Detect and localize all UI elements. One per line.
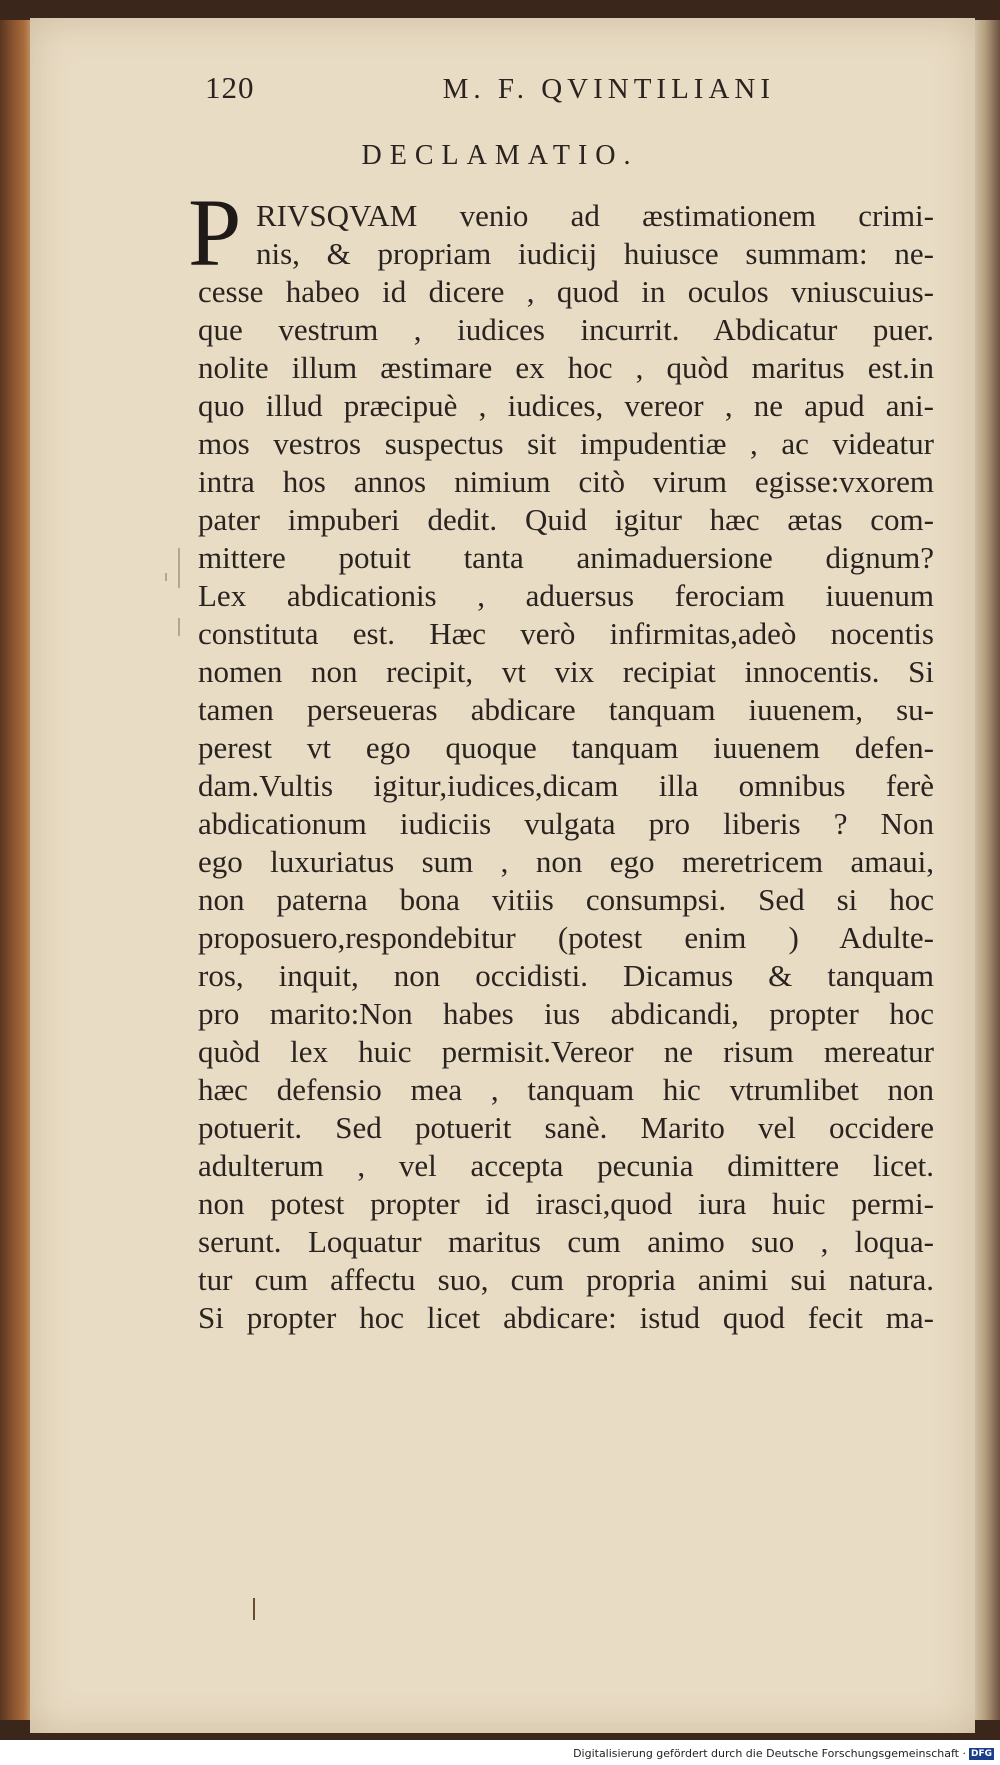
text-line: non potest propter id irasci,quod iura huic permi- [198,1186,934,1221]
text-line: constituta est. Hæc verò infirmitas,adeò nocentis [198,616,934,651]
margin-mark [165,573,167,581]
page-right-edge [975,20,1000,1720]
drop-cap: P [188,179,242,286]
text-line: pater impuberi dedit. Quid igitur hæc ætas com- [198,502,934,537]
margin-mark [178,548,180,588]
text-line: nis, & propriam iudicij huiusce summam: ne- [256,236,934,271]
text-line: nomen non recipit, vt vix recipiat innocentis. Si [198,654,934,689]
dfg-logo-icon: DFG [970,1748,992,1759]
running-title: M. F. QVINTILIANI [442,73,775,105]
text-line: tamen perseueras abdicare tanquam iuuenem, su- [198,692,934,727]
running-head [205,70,775,106]
text-line: que vestrum , iudices incurrit. Abdicatur puer. [198,312,934,347]
text-line: non paterna bona vitiis consumpsi. Sed si hoc [198,882,934,917]
text-line: intra hos annos nimium citò virum egisse:vxorem [198,464,934,499]
text-line: potuerit. Sed potuerit sanè. Marito vel occidere [198,1110,934,1145]
text-line: quòd lex huic permisit.Vereor ne risum mereatur [198,1034,934,1069]
margin-mark [253,1598,255,1620]
text-line: mittere potuit tanta animaduersione dignum? [198,540,934,575]
text-line: abdicationum iudiciis vulgata pro liberis ? Non [198,806,934,841]
section-heading: DECLAMATIO. [361,140,639,171]
page-number: 120 [205,70,255,105]
text-line: cesse habeo id dicere , quod in oculos vniuscuius- [198,274,934,309]
text-line: RIVSQVAM venio ad æstimationem crimi- [256,198,934,233]
text-line: mos vestros suspectus sit impudentiæ , ac videatur [198,426,934,461]
credit-text: Digitalisierung gefördert durch die Deutsche Forschungsgemeinschaft · [573,1747,966,1760]
text-line: proposuero,respondebitur (potest enim ) Adulte- [198,920,934,955]
text-line: quo illud præcipuè , iudices, vereor , ne apud ani- [198,388,934,423]
text-line: pro marito:Non habes ius abdicandi, propter hoc [198,996,934,1031]
text-line: nolite illum æstimare ex hoc , quòd maritus est.in [198,350,934,385]
text-line: dam.Vultis igitur,iudices,dicam illa omnibus ferè [198,768,934,803]
text-line: adulterum , vel accepta pecunia dimittere licet. [198,1148,934,1183]
page-left-edge [0,20,34,1720]
text-line: ego luxuriatus sum , non ego meretricem amaui, [198,844,934,879]
text-line: hæc defensio mea , tanquam hic vtrumlibet non [198,1072,934,1107]
text-line: perest vt ego quoque tanquam iuuenem defen- [198,730,934,765]
text-line: tur cum affectu suo, cum propria animi sui natura. [198,1262,934,1297]
text-line: Lex abdicationis , aduersus ferociam iuuenum [198,578,934,613]
text-line: serunt. Loquatur maritus cum animo suo , loqua- [198,1224,934,1259]
body-text [188,179,934,1337]
digitization-credit [573,1747,994,1760]
margin-mark [178,618,180,636]
text-line: ros, inquit, non occidisti. Dicamus & tanquam [198,958,934,993]
text-line: Si propter hoc licet abdicare: istud quod fecit ma- [198,1300,934,1335]
